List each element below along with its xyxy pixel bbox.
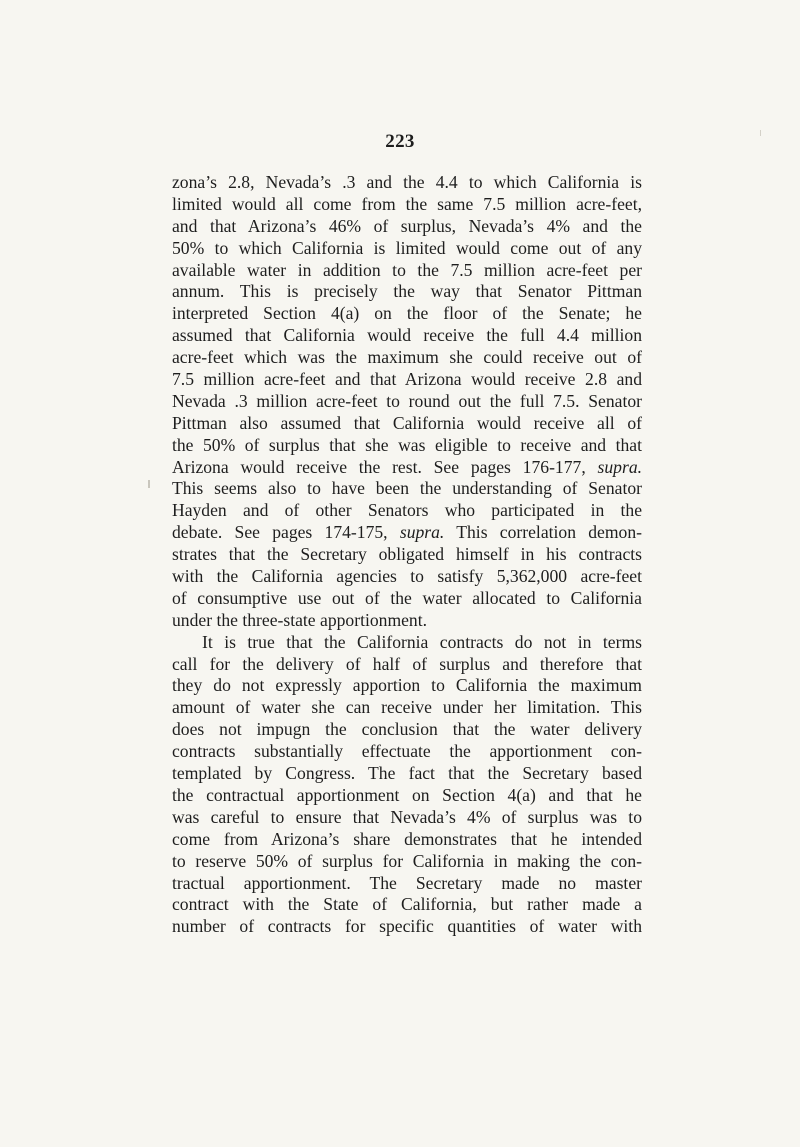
text-line — [172, 522, 642, 544]
text-line: the contractual apportionment on Section 4(a) and that he — [172, 784, 642, 805]
text-segment: debate. See pages 174-175, — [172, 522, 388, 543]
text-segment: This correlation demon- — [444, 522, 642, 543]
text-line: assumed that California would receive the full 4.4 million — [172, 325, 642, 346]
text-line: number of contracts for specific quantities of water with — [172, 916, 642, 937]
text-line: limited would all come from the same 7.5 million acre-feet, — [172, 193, 642, 214]
text-line: to reserve 50% of surplus for California in making the con- — [172, 850, 642, 871]
supra-citation: supra. — [597, 456, 643, 477]
text-line: contract with the State of California, but rather made a — [172, 894, 642, 915]
text-line: zona’s 2.8, Nevada’s .3 and the 4.4 to which California is — [172, 172, 642, 192]
text-segment: Arizona would receive the rest. See pages 176-177, — [172, 456, 586, 477]
text-line — [172, 457, 642, 479]
text-line: acre-feet which was the maximum she could receive out of — [172, 347, 642, 368]
text-line: It is true that the California contracts do not in terms — [202, 631, 642, 652]
text-line: tractual apportionment. The Secretary made no master — [172, 872, 642, 893]
text-line: amount of water she can receive under her limitation. This — [172, 697, 642, 718]
text-line: does not impugn the conclusion that the water delivery — [172, 719, 642, 740]
text-line: contracts substantially effectuate the apportionment con- — [172, 741, 642, 762]
text-line: available water in addition to the 7.5 million acre-feet per — [172, 259, 642, 280]
text-line: annum. This is precisely the way that Senator Pittman — [172, 281, 642, 302]
text-line: with the California agencies to satisfy 5,362,000 acre-feet — [172, 566, 642, 587]
text-line: call for the delivery of half of surplus and therefore that — [172, 653, 642, 674]
text-line: 7.5 million acre-feet and that Arizona would receive 2.8 and — [172, 369, 642, 390]
text-line: Nevada .3 million acre-feet to round out the full 7.5. Senator — [172, 390, 642, 411]
text-line: and that Arizona’s 46% of surplus, Nevada’s 4% and the — [172, 215, 642, 236]
scan-artifact — [148, 480, 150, 488]
supra-citation: supra. — [399, 522, 445, 543]
text-line: strates that the Secretary obligated himself in his contracts — [172, 544, 642, 565]
text-line: they do not expressly apportion to California the maximum — [172, 675, 642, 696]
text-line: templated by Congress. The fact that the Secretary based — [172, 763, 642, 784]
text-line: This seems also to have been the understanding of Senator — [172, 478, 642, 499]
page-number: 223 — [385, 131, 415, 152]
text-line: 50% to which California is limited would come out of any — [172, 237, 642, 258]
text-line: come from Arizona’s share demonstrates that he intended — [172, 828, 642, 849]
text-line: Pittman also assumed that California would receive all of — [172, 412, 642, 433]
text-line: under the three-state apportionment. — [172, 609, 428, 630]
text-line: of consumptive use out of the water allocated to California — [172, 587, 642, 608]
body-text — [172, 172, 642, 938]
text-line: the 50% of surplus that she was eligible to receive and that — [172, 434, 642, 455]
text-line: Hayden and of other Senators who participated in the — [172, 500, 642, 521]
text-line: interpreted Section 4(a) on the floor of the Senate; he — [172, 303, 642, 324]
text-line: was careful to ensure that Nevada’s 4% of surplus was to — [172, 806, 642, 827]
